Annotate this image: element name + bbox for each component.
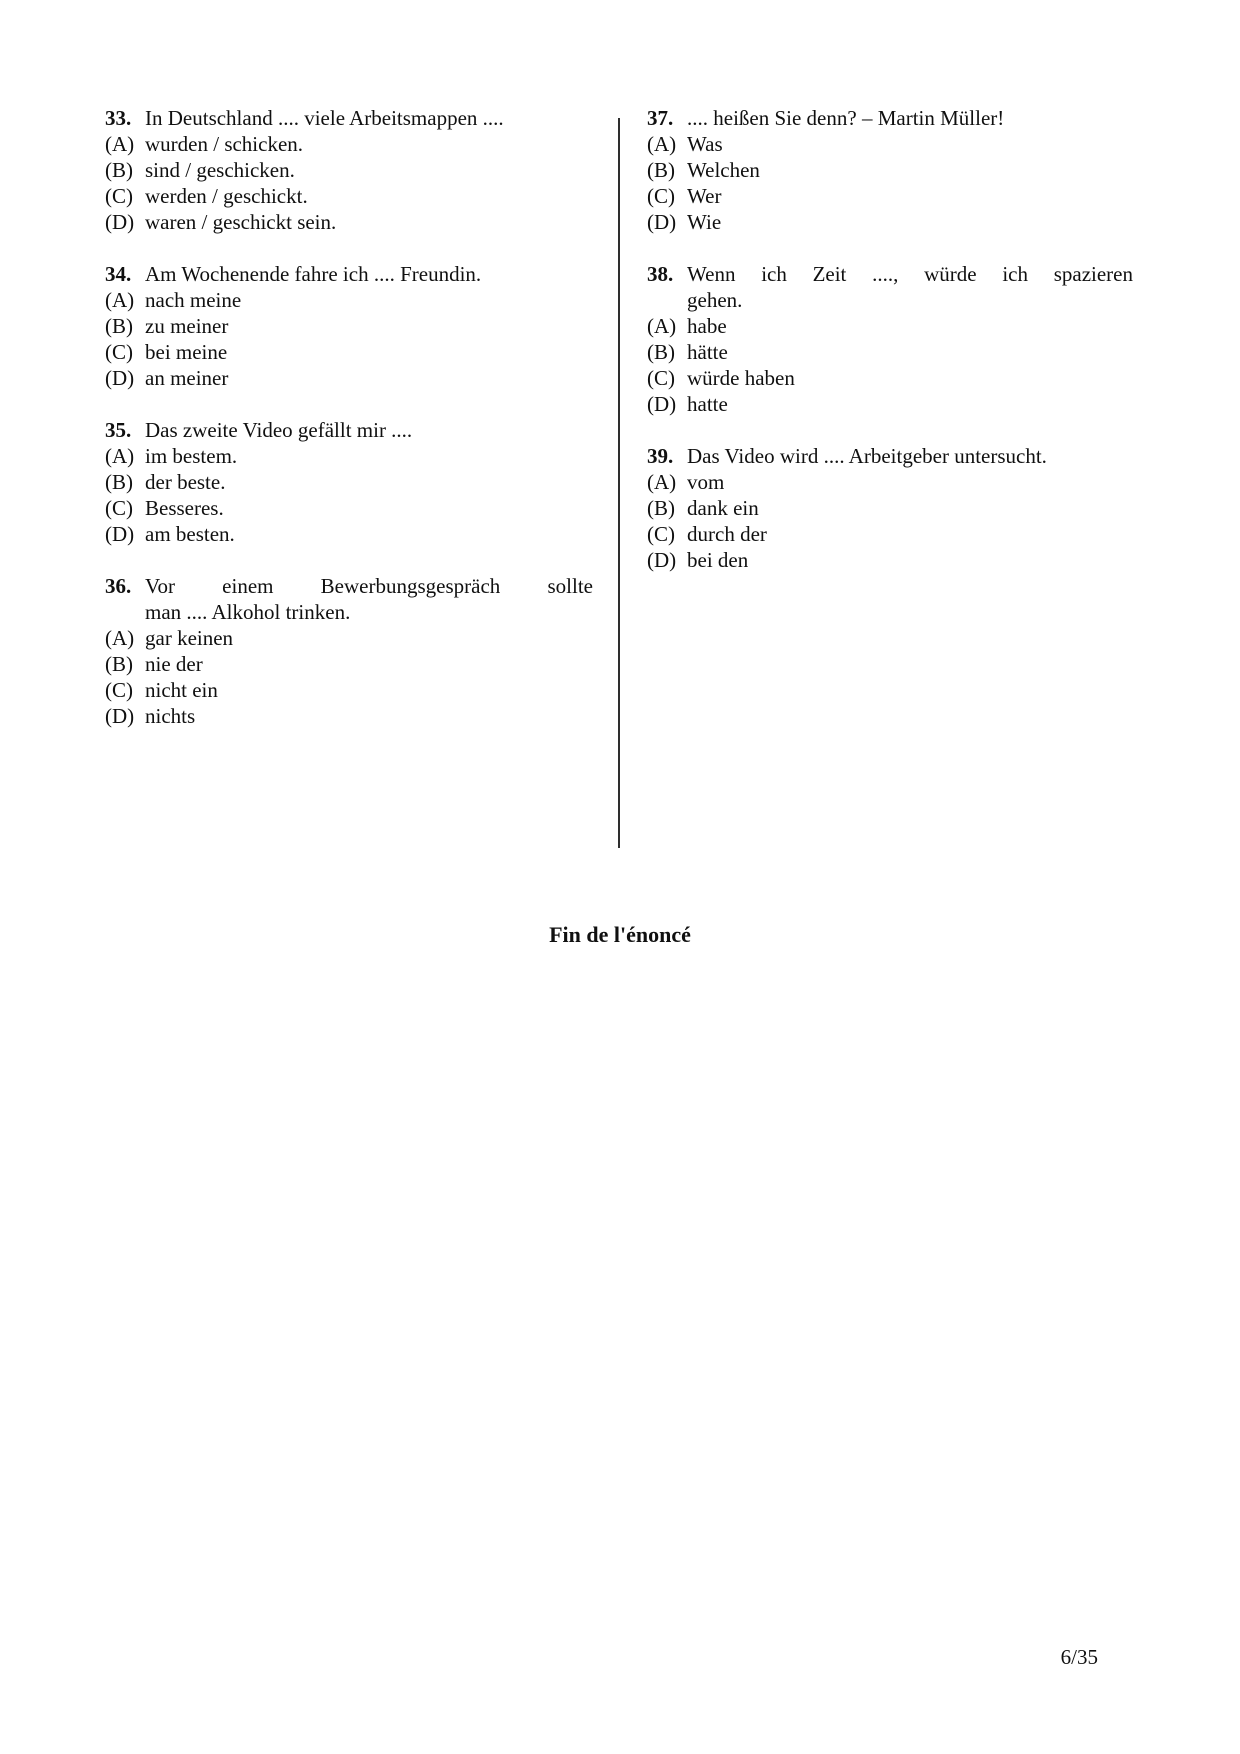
question-number: 38. bbox=[647, 262, 674, 286]
option-text: hätte bbox=[687, 340, 728, 364]
option-row bbox=[105, 313, 593, 339]
question-number: 35. bbox=[105, 418, 132, 442]
option-label: (C) bbox=[105, 340, 133, 364]
options bbox=[647, 131, 1133, 235]
option-label: (D) bbox=[105, 366, 135, 390]
option-text: nichts bbox=[145, 704, 196, 728]
option-row bbox=[105, 495, 593, 521]
option-row bbox=[647, 365, 1133, 391]
option-label: (A) bbox=[105, 288, 135, 312]
question-number: 34. bbox=[105, 262, 132, 286]
option-label: (B) bbox=[647, 496, 675, 520]
question-columns bbox=[105, 105, 1133, 848]
question-block bbox=[647, 443, 1133, 573]
option-text: Besseres. bbox=[145, 496, 224, 520]
page-number: 6/35 bbox=[1060, 1645, 1098, 1669]
option-row bbox=[105, 183, 593, 209]
option-row bbox=[647, 521, 1133, 547]
question-row bbox=[105, 417, 593, 443]
options bbox=[105, 625, 593, 729]
option-row bbox=[647, 339, 1133, 365]
end-of-text-note: Fin de l'énoncé bbox=[549, 922, 691, 947]
option-text: dank ein bbox=[687, 496, 759, 520]
question-text bbox=[687, 261, 1133, 313]
option-row bbox=[647, 391, 1133, 417]
option-text: Was bbox=[687, 132, 723, 156]
question-text-line: In Deutschland .... viele Arbeitsmappen .... bbox=[145, 106, 504, 130]
question-block bbox=[647, 261, 1133, 417]
options bbox=[647, 469, 1133, 573]
option-label: (B) bbox=[105, 470, 133, 494]
option-label: (C) bbox=[105, 496, 133, 520]
question-block bbox=[105, 417, 593, 547]
question-text-line: Wenn ich Zeit ...., würde ich spazieren bbox=[687, 262, 1133, 286]
option-row bbox=[105, 209, 593, 235]
option-row bbox=[647, 183, 1133, 209]
options bbox=[105, 443, 593, 547]
option-text: der beste. bbox=[145, 470, 226, 494]
option-text: Welchen bbox=[687, 158, 760, 182]
option-label: (B) bbox=[105, 652, 133, 676]
option-row bbox=[105, 131, 593, 157]
question-text-line: .... heißen Sie denn? – Martin Müller! bbox=[687, 106, 1005, 130]
question-block bbox=[105, 105, 593, 235]
question-row bbox=[105, 573, 593, 625]
option-label: (C) bbox=[105, 184, 133, 208]
option-text: wurden / schicken. bbox=[145, 132, 304, 156]
question-number: 36. bbox=[105, 574, 132, 598]
option-label: (C) bbox=[647, 366, 675, 390]
column-divider bbox=[618, 118, 620, 848]
option-label: (C) bbox=[647, 184, 675, 208]
option-label: (D) bbox=[647, 392, 677, 416]
option-label: (C) bbox=[105, 678, 133, 702]
option-row bbox=[647, 313, 1133, 339]
option-text: durch der bbox=[687, 522, 767, 546]
options bbox=[105, 131, 593, 235]
question-text-line: gehen. bbox=[687, 288, 743, 312]
option-row bbox=[105, 287, 593, 313]
option-row bbox=[105, 703, 593, 729]
option-row bbox=[105, 677, 593, 703]
question-row bbox=[647, 443, 1133, 469]
option-row bbox=[647, 131, 1133, 157]
option-label: (D) bbox=[105, 704, 135, 728]
option-row bbox=[647, 495, 1133, 521]
option-label: (B) bbox=[647, 340, 675, 364]
option-text: bei meine bbox=[145, 340, 228, 364]
option-text: hatte bbox=[687, 392, 728, 416]
options bbox=[105, 287, 593, 391]
question-text-line: Das Video wird .... Arbeitgeber untersucht. bbox=[687, 444, 1047, 468]
question-row bbox=[647, 105, 1133, 131]
option-label: (A) bbox=[105, 132, 135, 156]
question-number: 33. bbox=[105, 106, 132, 130]
option-text: waren / geschickt sein. bbox=[145, 210, 337, 234]
option-row bbox=[105, 521, 593, 547]
question-text-line: Das zweite Video gefällt mir .... bbox=[145, 418, 413, 442]
question-text bbox=[145, 417, 593, 443]
option-row bbox=[105, 443, 593, 469]
question-text bbox=[687, 105, 1133, 131]
left-column bbox=[105, 105, 593, 729]
option-row bbox=[647, 209, 1133, 235]
question-text bbox=[145, 261, 593, 287]
option-label: (B) bbox=[647, 158, 675, 182]
option-row bbox=[105, 157, 593, 183]
option-label: (B) bbox=[105, 314, 133, 338]
option-row bbox=[105, 339, 593, 365]
option-row bbox=[647, 469, 1133, 495]
question-text-line: man .... Alkohol trinken. bbox=[145, 600, 351, 624]
option-row bbox=[105, 625, 593, 651]
option-label: (D) bbox=[647, 548, 677, 572]
option-label: (C) bbox=[647, 522, 675, 546]
option-row bbox=[647, 547, 1133, 573]
option-label: (D) bbox=[647, 210, 677, 234]
option-text: sind / geschicken. bbox=[145, 158, 295, 182]
option-text: an meiner bbox=[145, 366, 229, 390]
option-text: würde haben bbox=[687, 366, 795, 390]
option-label: (A) bbox=[105, 626, 135, 650]
question-row bbox=[647, 261, 1133, 313]
option-text: am besten. bbox=[145, 522, 235, 546]
option-row bbox=[105, 365, 593, 391]
question-row bbox=[105, 105, 593, 131]
option-text: vom bbox=[687, 470, 725, 494]
option-label: (A) bbox=[105, 444, 135, 468]
question-block bbox=[647, 105, 1133, 235]
option-text: nicht ein bbox=[145, 678, 218, 702]
option-label: (A) bbox=[647, 132, 677, 156]
option-label: (D) bbox=[105, 210, 135, 234]
question-block bbox=[105, 573, 593, 729]
option-text: im bestem. bbox=[145, 444, 238, 468]
option-row bbox=[105, 469, 593, 495]
option-text: nach meine bbox=[145, 288, 242, 312]
option-label: (D) bbox=[105, 522, 135, 546]
question-block bbox=[105, 261, 593, 391]
right-column bbox=[647, 105, 1133, 573]
question-text-line: Am Wochenende fahre ich .... Freundin. bbox=[145, 262, 482, 286]
option-text: gar keinen bbox=[145, 626, 234, 650]
question-row bbox=[105, 261, 593, 287]
question-text-line: Vor einem Bewerbungsgespräch sollte bbox=[145, 574, 593, 598]
option-label: (A) bbox=[647, 314, 677, 338]
option-text: zu meiner bbox=[145, 314, 229, 338]
option-label: (A) bbox=[647, 470, 677, 494]
option-text: Wer bbox=[687, 184, 722, 208]
question-number: 37. bbox=[647, 106, 674, 130]
question-number: 39. bbox=[647, 444, 674, 468]
option-label: (B) bbox=[105, 158, 133, 182]
option-text: nie der bbox=[145, 652, 203, 676]
option-row bbox=[105, 651, 593, 677]
option-text: werden / geschickt. bbox=[145, 184, 308, 208]
question-text bbox=[145, 105, 593, 131]
option-text: bei den bbox=[687, 548, 749, 572]
option-text: habe bbox=[687, 314, 727, 338]
option-row bbox=[647, 157, 1133, 183]
option-text: Wie bbox=[687, 210, 722, 234]
question-text bbox=[687, 443, 1133, 469]
options bbox=[647, 313, 1133, 417]
question-text bbox=[145, 573, 593, 625]
